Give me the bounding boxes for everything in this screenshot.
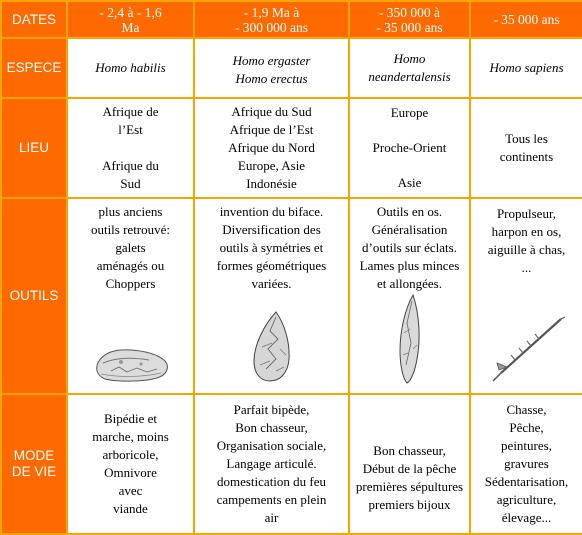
place-line: Tous les — [505, 131, 548, 146]
header-mode-de-vie — [1, 394, 67, 534]
tools-line: outils à symétries et — [219, 240, 324, 255]
tools-line: formes géométriques — [216, 258, 327, 273]
tools-line: plus anciens — [98, 204, 163, 219]
place-gap — [353, 122, 466, 139]
life-line: agriculture, — [496, 492, 557, 507]
place-line: Asie — [397, 175, 422, 190]
tools-line: harpon en os, — [491, 224, 562, 239]
tools-line: Choppers — [105, 276, 156, 291]
life-line: viande — [113, 501, 148, 516]
date-line: - 350 000 à — [378, 4, 441, 20]
life-line: air — [264, 510, 279, 525]
spear-thrower-harpoon-icon — [487, 315, 567, 385]
row-outils — [1, 198, 582, 394]
row-espece — [1, 38, 582, 98]
date-cell-erectus — [194, 1, 349, 38]
species-line: Homo ergaster — [232, 52, 311, 68]
biface-handaxe-icon — [250, 309, 294, 385]
tools-habilis — [67, 198, 194, 394]
life-line: domestication du feu — [216, 474, 327, 489]
life-line: Parfait bipède, — [233, 402, 310, 417]
life-line: élevage... — [501, 510, 552, 525]
species-sapiens — [470, 38, 582, 98]
life-line: gravures — [504, 456, 549, 471]
header-mode-line: MODE — [13, 448, 55, 463]
life-sapiens — [470, 394, 582, 534]
place-line: Afrique du — [102, 158, 159, 173]
life-line: Langage articulé. — [226, 456, 317, 471]
date-line: - 35 000 ans — [376, 19, 443, 35]
species-line: Homo habilis — [95, 60, 166, 75]
place-line: Europe, Asie — [237, 158, 306, 173]
life-erectus — [194, 394, 349, 534]
place-line: Indonésie — [246, 176, 297, 191]
header-dates: DATES — [1, 1, 67, 38]
date-cell-habilis — [67, 1, 194, 38]
date-line: - 35 000 ans — [493, 12, 560, 27]
life-habilis — [67, 394, 194, 534]
life-line: campements en plein — [216, 492, 327, 507]
species-line: Homo erectus — [235, 70, 308, 86]
life-line: Pêche, — [509, 420, 544, 435]
life-neandertal — [349, 394, 470, 534]
life-line: premiers bijoux — [368, 497, 451, 512]
date-line: Ma — [121, 19, 140, 35]
species-habilis — [67, 38, 194, 98]
chopper-pebble-tool-icon — [91, 341, 171, 385]
tools-line: aménagés ou — [96, 258, 165, 273]
life-line: marche, moins — [92, 429, 169, 444]
life-line: Bipédie et — [103, 411, 158, 426]
species-line: Homo sapiens — [489, 60, 564, 75]
place-line: Proche-Orient — [372, 140, 447, 155]
place-gap — [71, 139, 190, 157]
life-line: Bon chasseur, — [373, 443, 446, 458]
header-outils: OUTILS — [1, 198, 67, 394]
tools-line: variées. — [251, 276, 292, 291]
life-line: Début de la pêche — [362, 461, 457, 476]
life-line: premières sépultures — [355, 479, 464, 494]
header-espece: ESPECE — [1, 38, 67, 98]
tools-line: invention du biface. — [219, 204, 324, 219]
tools-line: outils retrouvé: — [90, 222, 171, 237]
header-mode-line: DE VIE — [11, 464, 57, 479]
tools-line: d’outils sur éclats. — [362, 240, 457, 255]
stone-blade-point-icon — [395, 293, 425, 385]
tools-line: galets — [115, 240, 146, 255]
tools-line: Propulseur, — [496, 206, 557, 221]
place-line: Afrique du Nord — [228, 140, 315, 155]
row-lieu — [1, 98, 582, 198]
place-line: continents — [499, 149, 554, 164]
tools-erectus — [194, 198, 349, 394]
tools-sapiens — [470, 198, 582, 394]
tools-line: Lames plus minces — [359, 258, 460, 273]
tools-neandertal — [349, 198, 470, 394]
place-neandertal — [349, 98, 470, 198]
place-line: Europe — [390, 105, 429, 120]
tools-line: aiguille à chas, — [487, 242, 566, 257]
life-line: avec — [118, 483, 143, 498]
place-line: Afrique de — [102, 104, 159, 119]
tools-line: Diversification des — [222, 222, 321, 237]
tools-line: et allongées. — [377, 276, 442, 291]
life-line: Sédentarisation, — [484, 474, 569, 489]
date-cell-sapiens — [470, 1, 582, 38]
life-line: peintures, — [501, 438, 552, 453]
tools-line: Généralisation — [371, 222, 448, 237]
place-line: Sud — [120, 176, 141, 191]
life-line: Bon chasseur, — [235, 420, 308, 435]
tools-line: ... — [521, 260, 532, 275]
place-sapiens — [470, 98, 582, 198]
species-line: Homo — [393, 51, 426, 66]
species-neandertal — [349, 38, 470, 98]
place-gap — [353, 157, 466, 174]
species-line: neandertalensis — [368, 69, 451, 84]
row-dates — [1, 1, 582, 38]
place-line: l’Est — [118, 122, 143, 137]
tools-line: Outils en os. — [376, 204, 443, 219]
place-line: Afrique du Sud — [231, 104, 312, 119]
species-erectus — [194, 38, 349, 98]
row-mode-de-vie — [1, 394, 582, 534]
place-line: Afrique de l’Est — [229, 122, 314, 137]
date-line: - 2,4 à - 1,6 — [99, 4, 162, 20]
place-habilis — [67, 98, 194, 198]
life-line: Omnivore — [104, 465, 157, 480]
date-cell-neandertal — [349, 1, 470, 38]
life-line: arboricole, — [102, 447, 159, 462]
place-erectus — [194, 98, 349, 198]
date-line: - 300 000 ans — [234, 19, 309, 35]
date-line: - 1,9 Ma à — [243, 4, 300, 20]
life-line: Chasse, — [506, 402, 547, 417]
life-line: Organisation sociale, — [216, 438, 327, 453]
header-lieu: LIEU — [1, 98, 67, 198]
